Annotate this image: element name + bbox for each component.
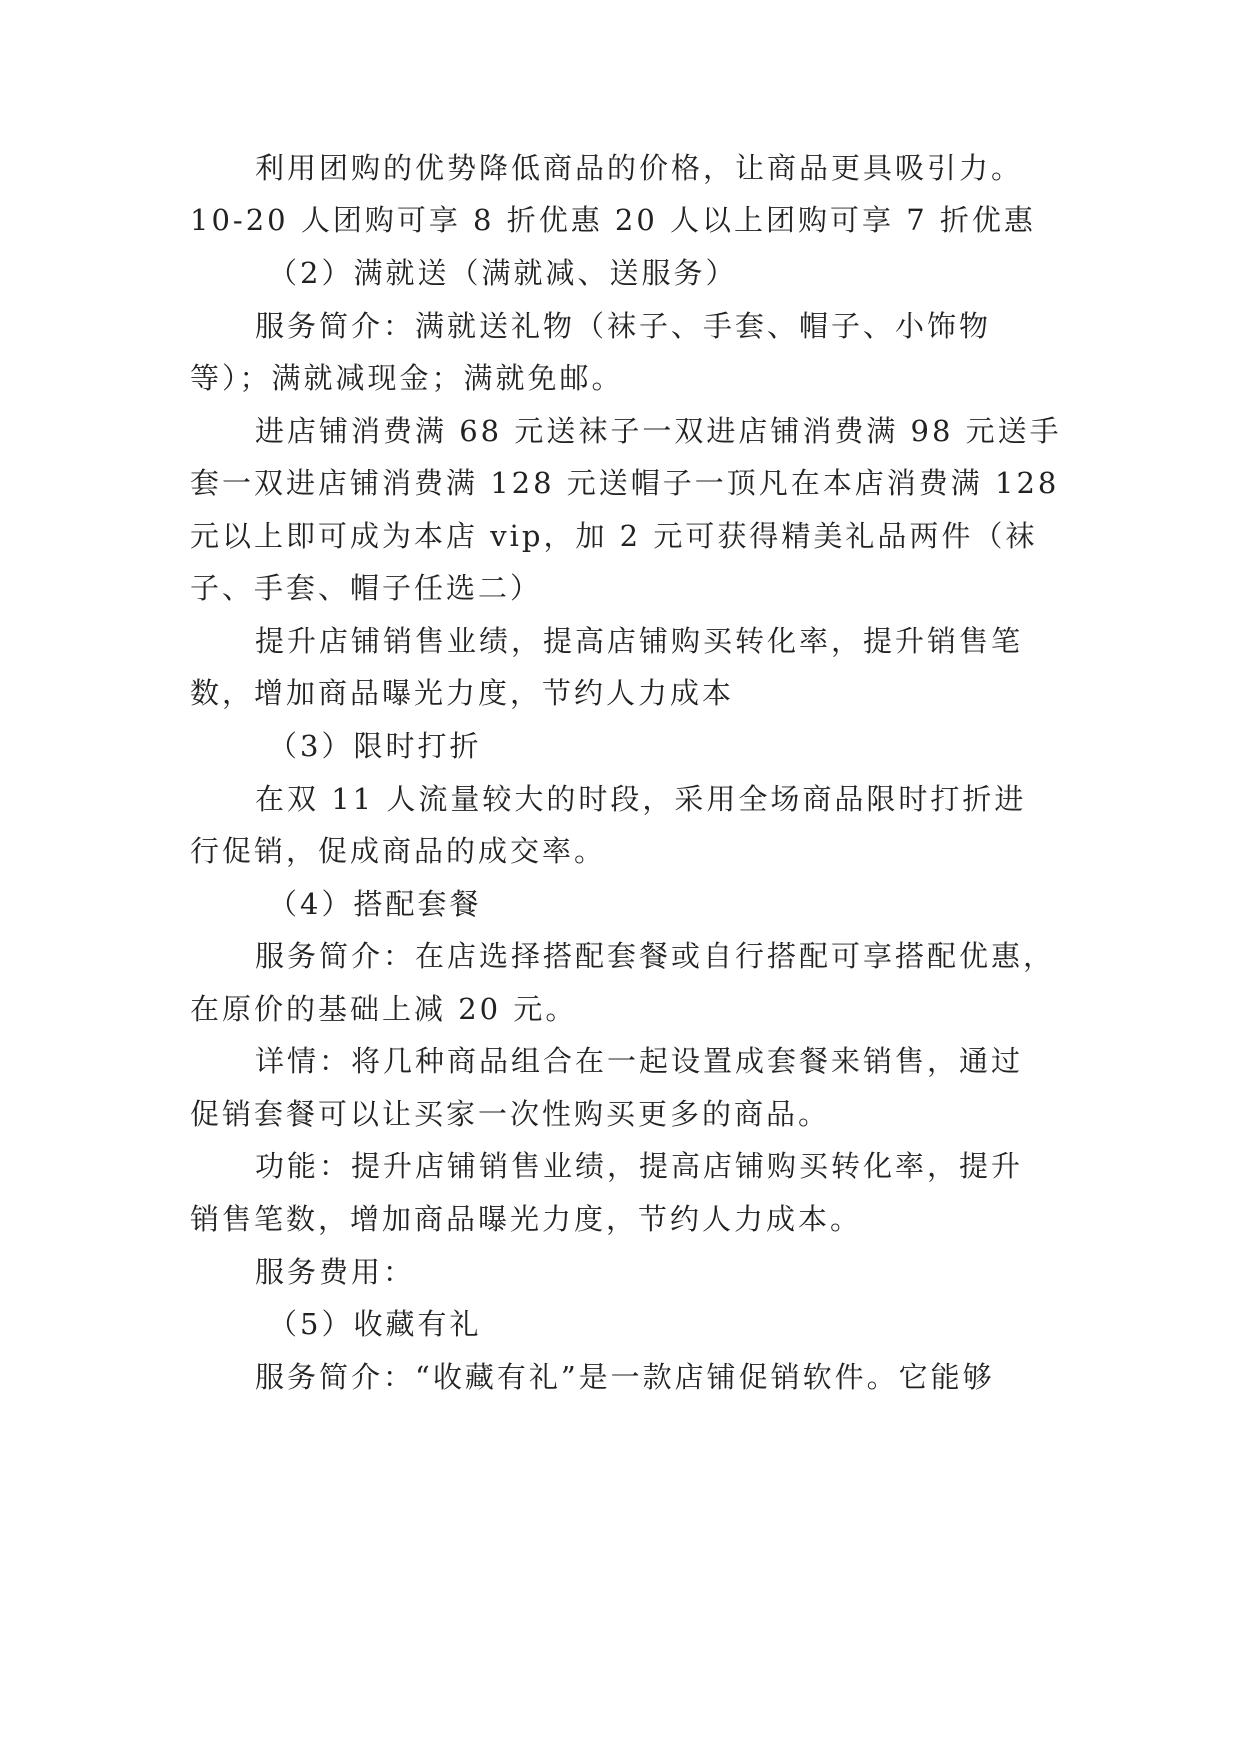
text-line: 10-20 人团购可享 8 折优惠 20 人以上团购可享 7 折优惠 <box>190 203 1036 237</box>
text-line: 在原价的基础上减 20 元。 <box>190 992 578 1026</box>
text-line: 功能：提升店铺销售业绩，提高店铺购买转化率，提升 <box>255 1149 1024 1183</box>
text-line: 服务费用： <box>255 1255 416 1289</box>
text-line: 行促销，促成商品的成交率。 <box>190 834 607 868</box>
text-line: 子、手套、帽子任选二） <box>190 571 543 605</box>
text-line: 等）；满就减现金；满就免邮。 <box>190 361 624 395</box>
text-line: 利用团购的优势降低商品的价格，让商品更具吸引力。 <box>255 151 1024 185</box>
section-heading-5: （5）收藏有礼 <box>268 1307 482 1341</box>
text-line: 进店铺消费满 68 元送袜子一双进店铺消费满 98 元送手 <box>255 414 1062 448</box>
text-line: 服务简介：满就送礼物（袜子、手套、帽子、小饰物 <box>255 309 992 343</box>
text-line: 服务简介：“收藏有礼”是一款店铺促销软件。它能够 <box>255 1360 995 1394</box>
section-heading-4: （4）搭配套餐 <box>268 887 482 921</box>
section-heading-2: （2）满就送（满就减、送服务） <box>268 256 738 290</box>
text-line: 提升店铺销售业绩，提高店铺购买转化率，提升销售笔 <box>255 624 1024 658</box>
text-line: 服务简介：在店选择搭配套餐或自行搭配可享搭配优惠， <box>255 939 1056 973</box>
text-line: 在双 11 人流量较大的时段，采用全场商品限时打折进 <box>255 782 1027 816</box>
text-line: 销售笔数，增加商品曝光力度，节约人力成本。 <box>190 1202 863 1236</box>
text-line: 详情：将几种商品组合在一起设置成套餐来销售，通过 <box>255 1044 1024 1078</box>
section-heading-3: （3）限时打折 <box>268 729 482 763</box>
text-line: 元以上即可成为本店 vip，加 2 元可获得精美礼品两件（袜 <box>190 519 1038 553</box>
text-line: 数，增加商品曝光力度，节约人力成本 <box>190 676 735 710</box>
text-line: 促销套餐可以让买家一次性购买更多的商品。 <box>190 1097 831 1131</box>
text-line: 套一双进店铺消费满 128 元送帽子一顶凡在本店消费满 128 <box>190 466 1060 500</box>
